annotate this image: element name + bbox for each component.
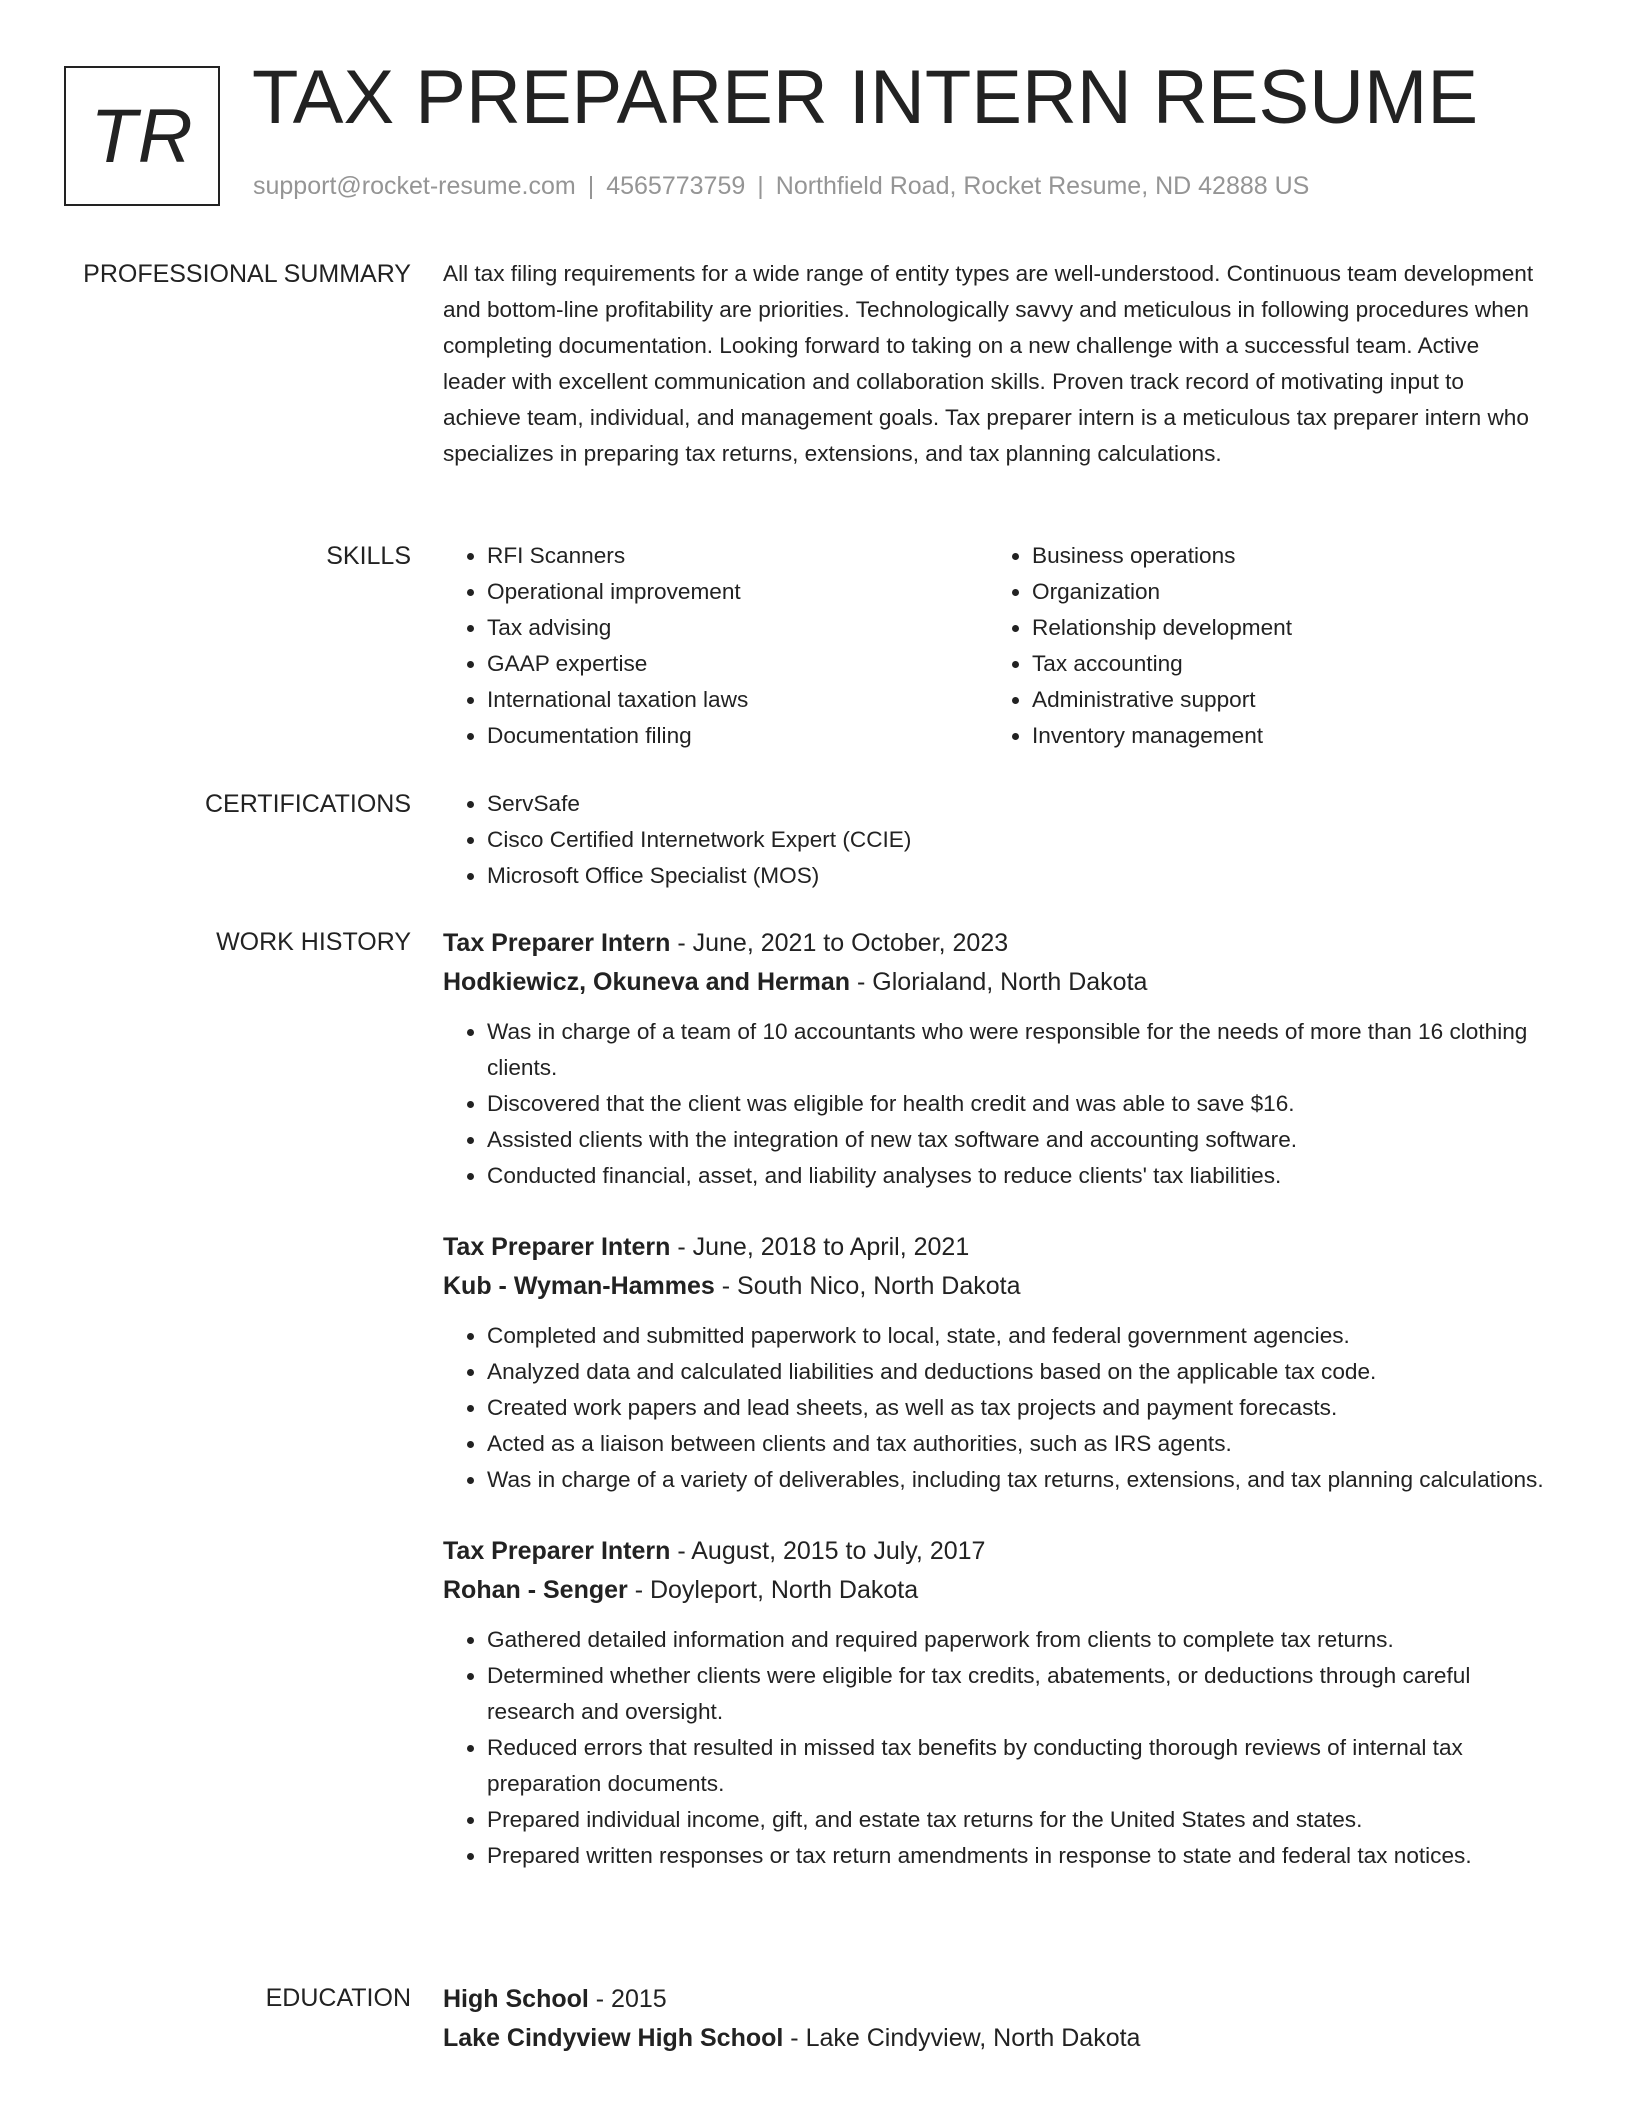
skill-item: • RFI Scanners <box>487 538 988 574</box>
education-degree-line <box>443 1980 1548 2019</box>
job-dates: - August, 2015 to July, 2017 <box>670 1537 986 1565</box>
skill-item: • GAAP expertise <box>487 646 988 682</box>
job-bullet: • Created work papers and lead sheets, as well as tax projects and payment forecasts. <box>487 1390 1548 1426</box>
job-location: - Doyleport, North Dakota <box>627 1576 919 1604</box>
section-label-summary: PROFESSIONAL SUMMARY <box>83 260 411 288</box>
summary-text: All tax filing requirements for a wide range of entity types are well-understood. Continuous team development and bottom-line profitability are priorities. Technologically savvy and meticulous in following procedures when completing documentation. Looking forward to taking on a new challenge with a successful team. Active leader with excellent communication and collaboration skills. Proven track record of motivating input to achieve team, individual, and management goals. Tax preparer intern is a meticulous tax preparer intern who specializes in preparing tax returns, extensions, and tax planning calculations. <box>443 261 1534 466</box>
job-location: - Glorialand, North Dakota <box>850 968 1148 996</box>
job-company-line <box>443 963 1548 1002</box>
job-title: Tax Preparer Intern <box>443 1537 671 1565</box>
job-dates: - June, 2021 to October, 2023 <box>670 929 1009 957</box>
job-bullet: • Was in charge of a team of 10 accountants who were responsible for the needs of more than 16 clothing clients. <box>487 1014 1548 1086</box>
contact-address: Northfield Road, Rocket Resume, ND 42888 US <box>775 172 1310 200</box>
job-company: Rohan - Senger <box>443 1576 628 1604</box>
job-bullet: • Completed and submitted paperwork to local, state, and federal government agencies. <box>487 1318 1548 1354</box>
education-school-line <box>443 2019 1548 2058</box>
education-school: Lake Cindyview High School <box>443 2024 784 2052</box>
job-entry <box>443 924 1548 1194</box>
job-bullet: • Discovered that the client was eligible for health credit and was able to save $16. <box>487 1086 1548 1122</box>
job-bullet: • Acted as a liaison between clients and tax authorities, such as IRS agents. <box>487 1426 1548 1462</box>
contact-phone: 4565773759 <box>606 172 746 200</box>
monogram-badge: TR <box>64 66 220 206</box>
job-entry <box>443 1532 1548 1874</box>
education-body <box>443 1980 1548 2058</box>
job-bullet: • Assisted clients with the integration of new tax software and accounting software. <box>487 1122 1548 1158</box>
job-entry <box>443 1228 1548 1498</box>
job-title-line <box>443 1532 1548 1571</box>
job-title: Tax Preparer Intern <box>443 929 671 957</box>
skill-item: • Administrative support <box>1032 682 1533 718</box>
job-bullet: • Prepared individual income, gift, and estate tax returns for the United States and states. <box>487 1802 1548 1838</box>
contact-line <box>253 172 1309 201</box>
job-bullet: • Determined whether clients were eligible for tax credits, abatements, or deductions through careful research and oversight. <box>487 1658 1548 1730</box>
certification-item: • ServSafe <box>487 786 1548 822</box>
job-bullet: • Prepared written responses or tax return amendments in response to state and federal tax notices. <box>487 1838 1548 1874</box>
section-label-skills: SKILLS <box>326 542 411 570</box>
resume-title: TAX PREPARER INTERN RESUME <box>252 55 1479 140</box>
education-degree: High School <box>443 1985 589 2013</box>
job-bullet: • Was in charge of a variety of deliverables, including tax returns, extensions, and tax planning calculations. <box>487 1462 1548 1498</box>
skill-item: • Documentation filing <box>487 718 988 754</box>
work-history-body <box>443 924 1548 1874</box>
skills-column-right <box>988 538 1533 754</box>
skills-column-left <box>443 538 988 754</box>
job-company: Kub - Wyman-Hammes <box>443 1272 715 1300</box>
job-title-line <box>443 924 1548 963</box>
education-location: - Lake Cindyview, North Dakota <box>783 2024 1141 2052</box>
job-title-line <box>443 1228 1548 1267</box>
job-company: Hodkiewicz, Okuneva and Herman <box>443 968 851 996</box>
job-company-line <box>443 1267 1548 1306</box>
certifications-body <box>443 786 1548 894</box>
job-dates: - June, 2018 to April, 2021 <box>670 1233 970 1261</box>
skill-item: • Tax advising <box>487 610 988 646</box>
education-year: - 2015 <box>588 1985 667 2013</box>
skill-item: • Inventory management <box>1032 718 1533 754</box>
skill-item: • Tax accounting <box>1032 646 1533 682</box>
job-bullet: • Gathered detailed information and required paperwork from clients to complete tax returns. <box>487 1622 1548 1658</box>
skills-grid <box>443 538 1548 754</box>
job-title: Tax Preparer Intern <box>443 1233 671 1261</box>
job-location: - South Nico, North Dakota <box>714 1272 1021 1300</box>
job-bullet: • Reduced errors that resulted in missed tax benefits by conducting thorough reviews of internal tax preparation documents. <box>487 1730 1548 1802</box>
section-label-work-history: WORK HISTORY <box>216 928 411 956</box>
section-label-certifications: CERTIFICATIONS <box>204 790 411 818</box>
job-bullet: • Conducted financial, asset, and liability analyses to reduce clients' tax liabilities. <box>487 1158 1548 1194</box>
job-bullet: • Analyzed data and calculated liabilities and deductions based on the applicable tax code. <box>487 1354 1548 1390</box>
section-label-education: EDUCATION <box>265 1984 411 2012</box>
certification-item: • Microsoft Office Specialist (MOS) <box>487 858 1548 894</box>
skill-item: • Business operations <box>1032 538 1533 574</box>
skill-item: • International taxation laws <box>487 682 988 718</box>
job-company-line <box>443 1571 1548 1610</box>
contact-separator: | <box>587 172 595 200</box>
contact-separator: | <box>757 172 764 200</box>
summary-body <box>443 256 1548 472</box>
contact-email: support@rocket-resume.com <box>253 172 576 200</box>
skill-item: • Relationship development <box>1032 610 1533 646</box>
certification-item: • Cisco Certified Internetwork Expert (CCIE) <box>487 822 1548 858</box>
skill-item: • Organization <box>1032 574 1533 610</box>
skill-item: • Operational improvement <box>487 574 988 610</box>
